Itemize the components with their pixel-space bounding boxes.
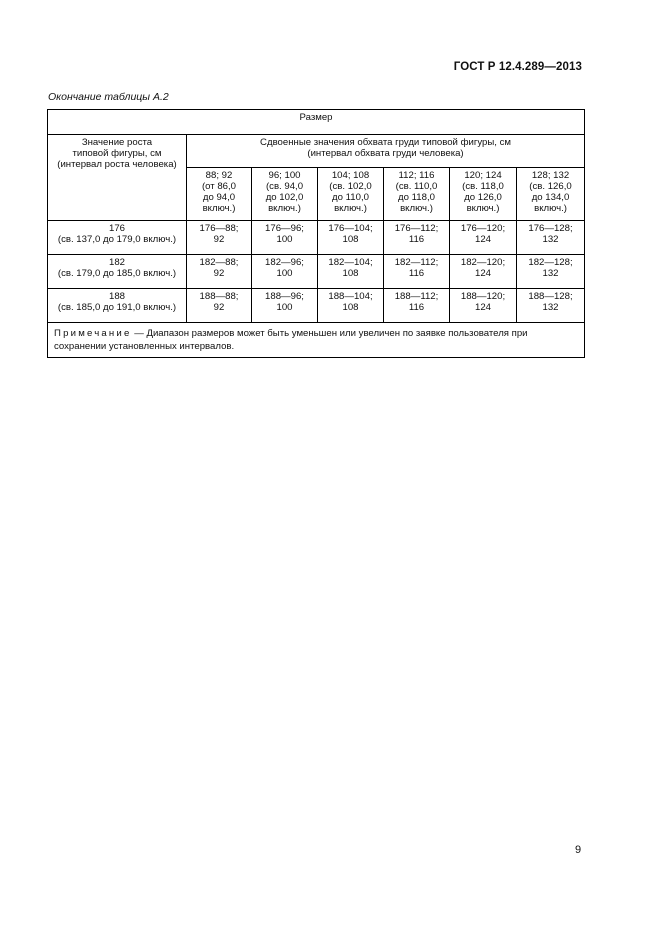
size-cell: 182—112; 116 bbox=[384, 255, 450, 289]
size-table bbox=[47, 109, 585, 358]
size-cell: 182—96; 100 bbox=[252, 255, 318, 289]
size-cell: 182—120; 124 bbox=[450, 255, 517, 289]
size-cell: 176—128; 132 bbox=[517, 221, 585, 255]
size-header: Размер bbox=[48, 110, 585, 135]
chest-column-header: 88; 92 (от 86,0 до 94,0 включ.) bbox=[187, 168, 252, 221]
size-cell: 176—112; 116 bbox=[384, 221, 450, 255]
table-note bbox=[48, 323, 585, 358]
size-cell: 176—104; 108 bbox=[318, 221, 384, 255]
height-cell: 176 (св. 137,0 до 179,0 включ.) bbox=[48, 221, 187, 255]
chest-column-header: 112; 116 (св. 110,0 до 118,0 включ.) bbox=[384, 168, 450, 221]
height-column-header: Значение роста типовой фигуры, см (интервал роста человека) bbox=[48, 135, 187, 221]
table-caption: Окончание таблицы А.2 bbox=[48, 91, 169, 103]
size-cell: 182—88; 92 bbox=[187, 255, 252, 289]
table-row bbox=[48, 221, 585, 255]
note-text: — Диапазон размеров может быть уменьшен или увеличен по заявке пользователя при сохранении установленных интервалов. bbox=[54, 328, 528, 352]
height-cell: 188 (св. 185,0 до 191,0 включ.) bbox=[48, 289, 187, 323]
chest-column-header: 96; 100 (св. 94,0 до 102,0 включ.) bbox=[252, 168, 318, 221]
chest-column-header: 104; 108 (св. 102,0 до 110,0 включ.) bbox=[318, 168, 384, 221]
standard-code: ГОСТ Р 12.4.289—2013 bbox=[453, 61, 582, 73]
size-cell: 182—104; 108 bbox=[318, 255, 384, 289]
size-cell: 188—120; 124 bbox=[450, 289, 517, 323]
size-cell: 188—88; 92 bbox=[187, 289, 252, 323]
size-cell: 176—96; 100 bbox=[252, 221, 318, 255]
chest-column-header: 120; 124 (св. 118,0 до 126,0 включ.) bbox=[450, 168, 517, 221]
chest-column-header: 128; 132 (св. 126,0 до 134,0 включ.) bbox=[517, 168, 585, 221]
chest-group-header: Сдвоенные значения обхвата груди типовой фигуры, см (интервал обхвата груди человека) bbox=[187, 135, 585, 168]
height-cell: 182 (св. 179,0 до 185,0 включ.) bbox=[48, 255, 187, 289]
page-number: 9 bbox=[575, 844, 582, 856]
size-cell: 182—128; 132 bbox=[517, 255, 585, 289]
size-cell: 176—88; 92 bbox=[187, 221, 252, 255]
table-row bbox=[48, 289, 585, 323]
size-cell: 188—104; 108 bbox=[318, 289, 384, 323]
size-cell: 188—96; 100 bbox=[252, 289, 318, 323]
size-cell: 176—120; 124 bbox=[450, 221, 517, 255]
size-cell: 188—112; 116 bbox=[384, 289, 450, 323]
size-cell: 188—128; 132 bbox=[517, 289, 585, 323]
table-row bbox=[48, 255, 585, 289]
note-label: Примечание bbox=[54, 328, 132, 339]
